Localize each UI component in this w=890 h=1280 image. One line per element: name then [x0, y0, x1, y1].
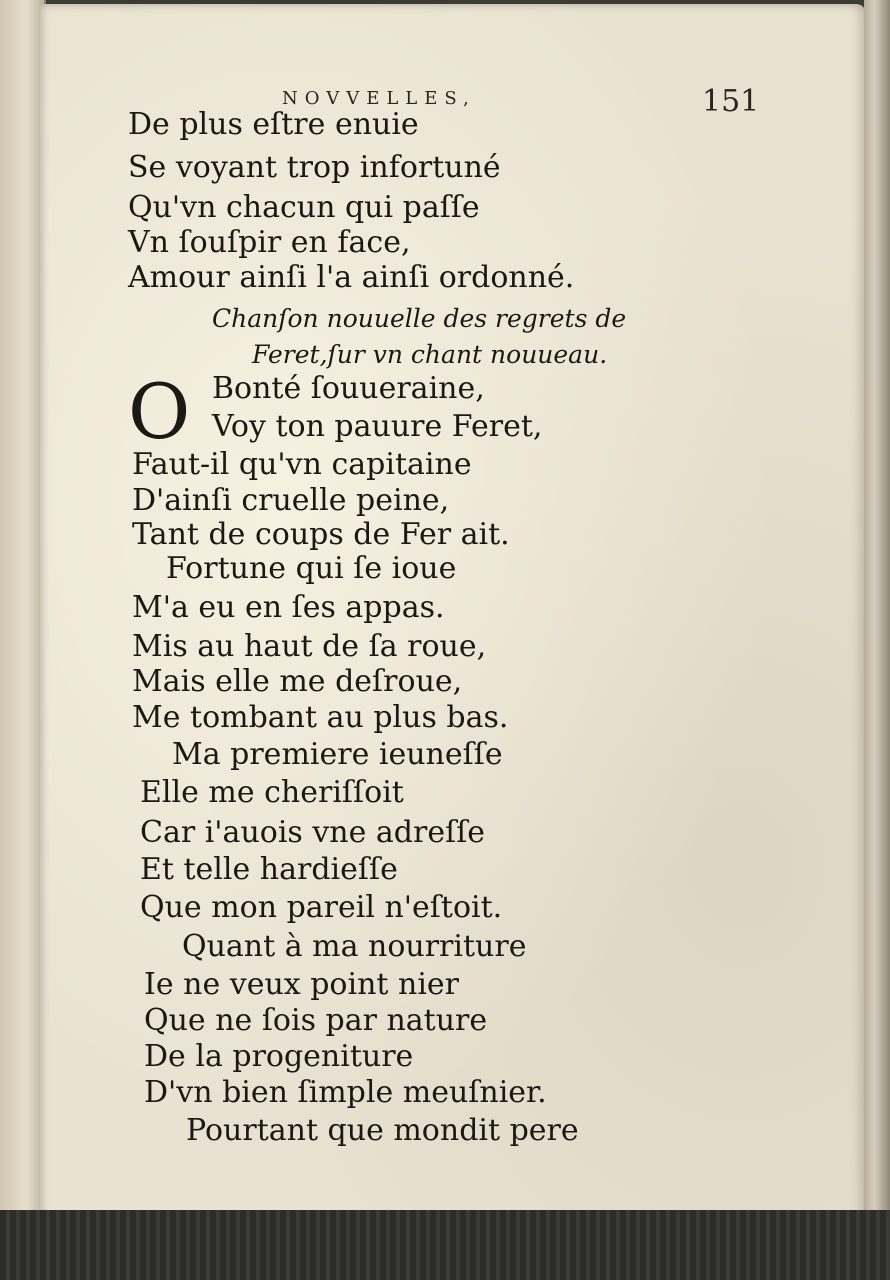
verse-line: Se voyant trop infortuné	[128, 150, 501, 185]
page-number: 151	[702, 84, 760, 119]
verse-line: Que mon pareil n'eſtoit.	[140, 890, 503, 925]
verse-line: Vn ſouſpir en face,	[128, 225, 411, 260]
verse-line: Mis au haut de ſa roue,	[132, 629, 487, 664]
song-title-line: Feret,ſur vn chant nouueau.	[252, 340, 608, 369]
verse-line: Ie ne veux point nier	[144, 967, 460, 1002]
verse-line: Ma premiere ieuneſſe	[172, 737, 503, 772]
verse-line: Quant à ma nourriture	[182, 929, 527, 964]
song-title-line: Chanſon nouuelle des regrets de	[212, 304, 627, 333]
verse-line: De la progeniture	[144, 1039, 414, 1074]
verse-line: Bonté ſouueraine,	[212, 371, 485, 406]
verse-line: Elle me cheriſſoit	[140, 775, 404, 810]
verse-line: De plus eſtre enuie	[128, 107, 419, 142]
verse-line: Que ne ſois par nature	[144, 1003, 488, 1038]
verse-line: Mais elle me deſroue,	[132, 664, 463, 699]
verse-line: Car i'auois vne adreſſe	[140, 815, 486, 850]
verse-line: M'a eu en ſes appas.	[132, 590, 445, 625]
verse-line: Voy ton pauure Feret,	[212, 409, 543, 444]
drop-cap: O	[128, 367, 191, 456]
verse-line: Fortune qui ſe ioue	[166, 551, 457, 586]
verse-line: Et telle hardieſſe	[140, 852, 398, 887]
verse-line: Qu'vn chacun qui paſſe	[128, 190, 480, 225]
verse-line: Tant de coups de Fer ait.	[132, 517, 510, 552]
verse-line: Amour ainſi l'a ainſi ordonné.	[128, 260, 575, 295]
verse-line: D'ainſi cruelle peine,	[132, 483, 450, 518]
verse-line: Me tombant au plus bas.	[132, 700, 509, 735]
verse-line: Faut-il qu'vn capitaine	[132, 447, 472, 482]
running-head: NOVVELLES,	[282, 88, 476, 109]
verse-line: D'vn bien ſimple meuſnier.	[144, 1075, 547, 1110]
verse-line: Pourtant que mondit pere	[186, 1113, 579, 1148]
